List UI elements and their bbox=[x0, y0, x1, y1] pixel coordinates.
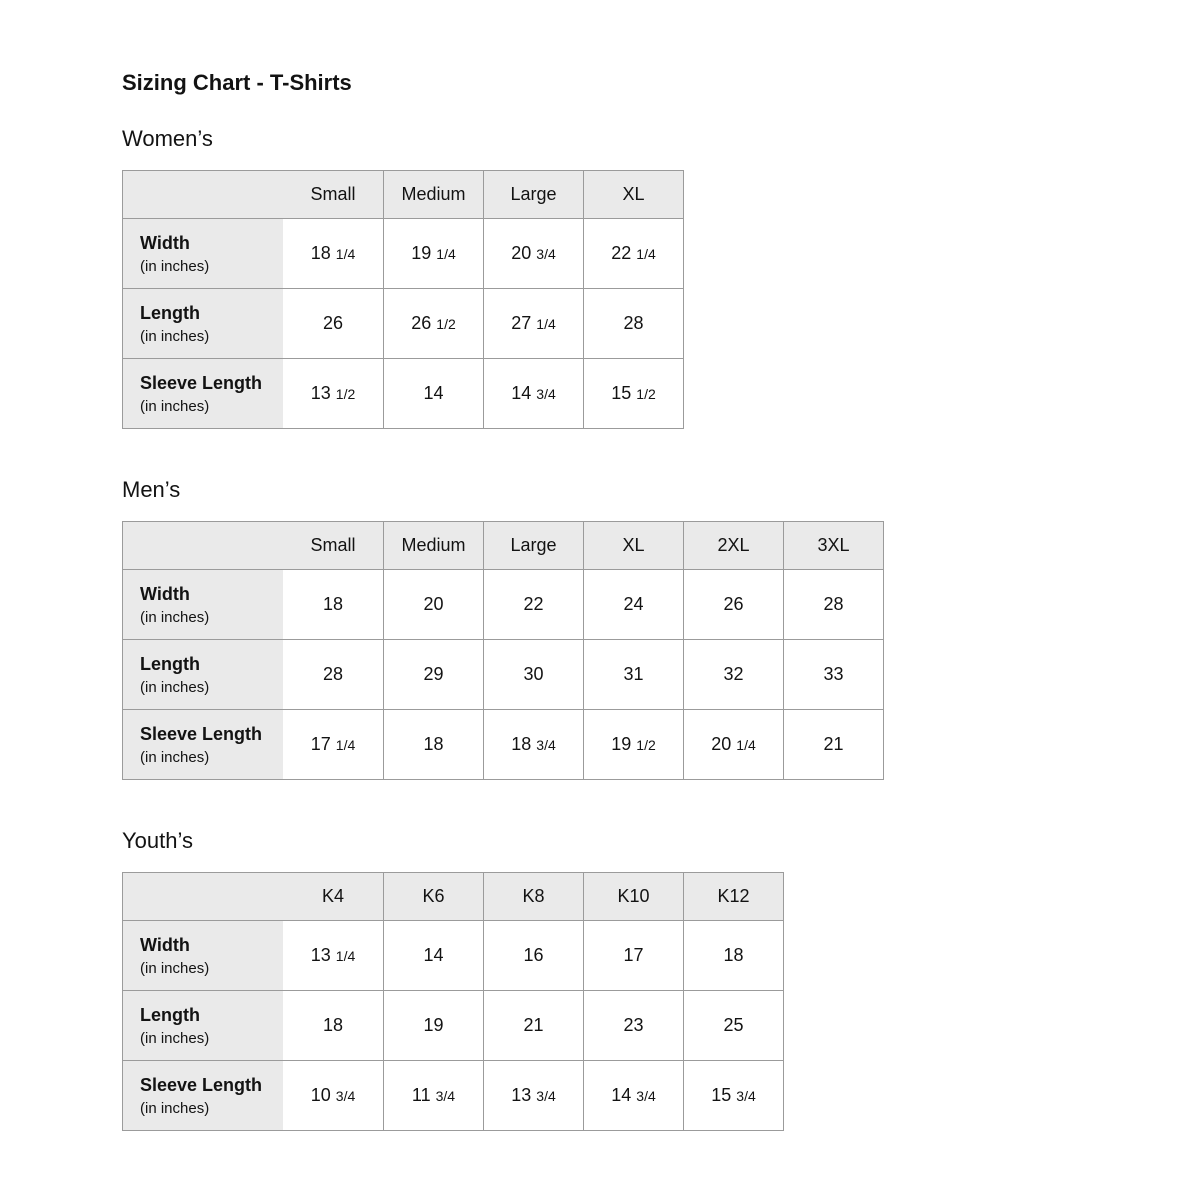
fraction: 1/2 bbox=[636, 385, 656, 402]
fraction: 1/2 bbox=[436, 315, 456, 332]
row-label: Sleeve Length bbox=[140, 372, 263, 393]
value-cell: 28 bbox=[283, 639, 383, 709]
row-label-cell bbox=[123, 920, 283, 990]
row-unit: (in inches) bbox=[140, 959, 210, 977]
value-cell: 26 bbox=[683, 569, 783, 639]
size-column-header: Medium bbox=[383, 522, 483, 569]
row-label-cell bbox=[123, 569, 283, 639]
size-column-header: XL bbox=[583, 522, 683, 569]
value-cell: 22 bbox=[483, 569, 583, 639]
value-cell: 25 bbox=[683, 990, 783, 1060]
section-youths bbox=[122, 828, 1200, 1131]
row-unit: (in inches) bbox=[140, 257, 210, 275]
size-column-header: 2XL bbox=[683, 522, 783, 569]
fraction: 1/4 bbox=[536, 315, 556, 332]
fraction: 3/4 bbox=[435, 1087, 456, 1104]
value-cell: 17 1/4 bbox=[283, 709, 383, 779]
row-label: Length bbox=[140, 302, 200, 323]
value-cell: 15 3/4 bbox=[683, 1060, 783, 1130]
fraction: 3/4 bbox=[335, 1087, 356, 1104]
section-womens bbox=[122, 126, 1200, 429]
value-cell: 28 bbox=[583, 288, 683, 358]
value-cell: 27 1/4 bbox=[483, 288, 583, 358]
value-cell: 18 bbox=[283, 990, 383, 1060]
womens-size-table bbox=[122, 170, 684, 429]
row-unit: (in inches) bbox=[140, 397, 210, 415]
header-spacer-cell bbox=[123, 873, 283, 920]
mens-size-table bbox=[122, 521, 884, 780]
size-column-header: Small bbox=[283, 171, 383, 218]
row-label: Width bbox=[140, 583, 190, 604]
value-cell: 13 1/2 bbox=[283, 358, 383, 428]
value-cell: 10 3/4 bbox=[283, 1060, 383, 1130]
fraction: 3/4 bbox=[636, 1087, 656, 1104]
value-cell: 15 1/2 bbox=[583, 358, 683, 428]
row-label-cell bbox=[123, 709, 283, 779]
value-cell: 30 bbox=[483, 639, 583, 709]
value-cell: 18 bbox=[383, 709, 483, 779]
value-cell: 14 3/4 bbox=[483, 358, 583, 428]
row-label: Length bbox=[140, 653, 200, 674]
value-cell: 29 bbox=[383, 639, 483, 709]
size-column-header: Large bbox=[483, 171, 583, 218]
value-cell: 32 bbox=[683, 639, 783, 709]
row-label: Sleeve Length bbox=[140, 1074, 263, 1095]
fraction: 1/4 bbox=[736, 736, 756, 753]
value-cell: 18 bbox=[683, 920, 783, 990]
fraction: 3/4 bbox=[536, 1087, 556, 1104]
value-cell: 13 3/4 bbox=[483, 1060, 583, 1130]
value-cell: 22 1/4 bbox=[583, 218, 683, 288]
fraction: 3/4 bbox=[536, 385, 556, 402]
size-column-header: K10 bbox=[583, 873, 683, 920]
section-mens bbox=[122, 477, 1200, 780]
size-column-header: XL bbox=[583, 171, 683, 218]
value-cell: 18 1/4 bbox=[283, 218, 383, 288]
header-spacer-cell bbox=[123, 171, 283, 218]
value-cell: 14 bbox=[383, 920, 483, 990]
value-cell: 24 bbox=[583, 569, 683, 639]
fraction: 3/4 bbox=[536, 736, 556, 753]
fraction: 1/2 bbox=[636, 736, 656, 753]
fraction: 1/4 bbox=[636, 245, 656, 262]
row-label-cell bbox=[123, 218, 283, 288]
value-cell: 20 1/4 bbox=[683, 709, 783, 779]
value-cell: 13 1/4 bbox=[283, 920, 383, 990]
section-heading-mens: Men’s bbox=[122, 477, 181, 502]
fraction: 3/4 bbox=[736, 1087, 756, 1104]
fraction: 1/4 bbox=[335, 736, 356, 753]
value-cell: 18 3/4 bbox=[483, 709, 583, 779]
row-label: Length bbox=[140, 1004, 200, 1025]
value-cell: 14 3/4 bbox=[583, 1060, 683, 1130]
row-label-cell bbox=[123, 639, 283, 709]
fraction: 1/4 bbox=[335, 947, 356, 964]
value-cell: 16 bbox=[483, 920, 583, 990]
value-cell: 11 3/4 bbox=[383, 1060, 483, 1130]
size-column-header: K4 bbox=[283, 873, 383, 920]
fraction: 1/4 bbox=[436, 245, 456, 262]
fraction: 3/4 bbox=[536, 245, 556, 262]
row-label-cell bbox=[123, 358, 283, 428]
fraction: 1/2 bbox=[335, 385, 356, 402]
size-column-header: Small bbox=[283, 522, 383, 569]
value-cell: 17 bbox=[583, 920, 683, 990]
size-column-header: Large bbox=[483, 522, 583, 569]
size-column-header: K8 bbox=[483, 873, 583, 920]
value-cell: 19 1/4 bbox=[383, 218, 483, 288]
value-cell: 26 1/2 bbox=[383, 288, 483, 358]
row-unit: (in inches) bbox=[140, 327, 210, 345]
row-label-cell bbox=[123, 1060, 283, 1130]
size-column-header: 3XL bbox=[783, 522, 883, 569]
value-cell: 26 bbox=[283, 288, 383, 358]
section-heading-womens: Women’s bbox=[122, 126, 213, 151]
value-cell: 14 bbox=[383, 358, 483, 428]
row-label: Width bbox=[140, 232, 190, 253]
row-unit: (in inches) bbox=[140, 748, 210, 766]
header-spacer-cell bbox=[123, 522, 283, 569]
row-label-cell bbox=[123, 288, 283, 358]
size-column-header: K6 bbox=[383, 873, 483, 920]
value-cell: 21 bbox=[483, 990, 583, 1060]
row-unit: (in inches) bbox=[140, 608, 210, 626]
value-cell: 23 bbox=[583, 990, 683, 1060]
value-cell: 18 bbox=[283, 569, 383, 639]
row-unit: (in inches) bbox=[140, 1029, 210, 1047]
value-cell: 33 bbox=[783, 639, 883, 709]
row-unit: (in inches) bbox=[140, 1099, 210, 1117]
size-column-header: K12 bbox=[683, 873, 783, 920]
value-cell: 20 bbox=[383, 569, 483, 639]
fraction: 1/4 bbox=[335, 245, 356, 262]
value-cell: 19 1/2 bbox=[583, 709, 683, 779]
section-heading-youths: Youth’s bbox=[122, 828, 193, 853]
value-cell: 28 bbox=[783, 569, 883, 639]
youths-size-table bbox=[122, 872, 784, 1131]
row-label: Width bbox=[140, 934, 190, 955]
row-label-cell bbox=[123, 990, 283, 1060]
row-unit: (in inches) bbox=[140, 678, 210, 696]
page-title: Sizing Chart - T-Shirts bbox=[122, 70, 352, 95]
size-column-header: Medium bbox=[383, 171, 483, 218]
row-label: Sleeve Length bbox=[140, 723, 263, 744]
value-cell: 19 bbox=[383, 990, 483, 1060]
value-cell: 31 bbox=[583, 639, 683, 709]
value-cell: 20 3/4 bbox=[483, 218, 583, 288]
value-cell: 21 bbox=[783, 709, 883, 779]
